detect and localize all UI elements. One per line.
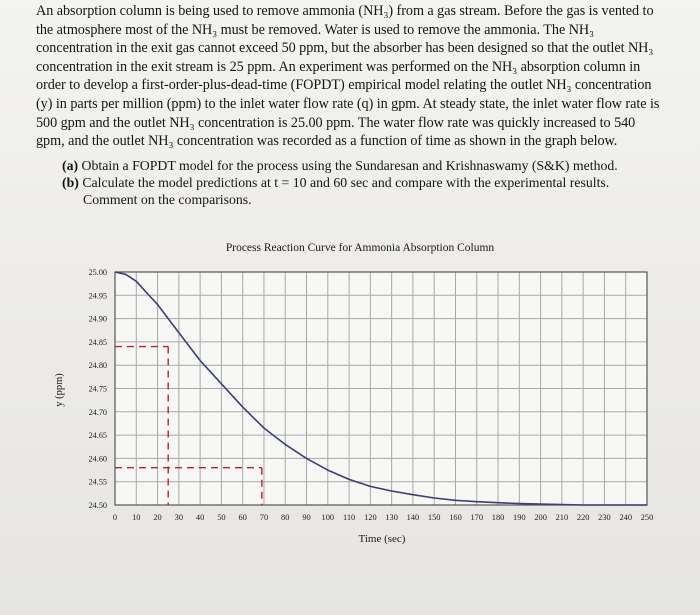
x-tick-label: 110 [342, 513, 356, 522]
y-tick-label: 24.60 [88, 454, 107, 464]
part-a-tag: (a) [62, 158, 79, 173]
part-b-tag: (b) [62, 175, 79, 190]
x-tick-label: 40 [195, 513, 205, 522]
x-tick-label: 150 [427, 513, 441, 522]
x-tick-label: 20 [153, 513, 162, 522]
x-tick-label: 190 [513, 513, 526, 522]
chart-title: Process Reaction Curve for Ammonia Absorption Column [225, 242, 495, 254]
part-b-text: Calculate the model predictions at t = 10 and 60 sec and compare with the experimental results. [82, 175, 610, 190]
x-tick-label: 180 [491, 513, 505, 522]
x-tick-label: 10 [132, 513, 141, 522]
x-tick-label: 60 [238, 513, 247, 522]
x-axis-label: Time (sec) [358, 533, 406, 545]
x-tick-label: 250 [640, 513, 654, 522]
y-tick-label: 24.85 [88, 337, 107, 347]
plot-area [89, 268, 654, 522]
y-tick-label: 24.90 [88, 314, 107, 324]
x-tick-label: 0 [112, 513, 118, 522]
x-tick-label: 90 [302, 513, 311, 522]
x-tick-label: 120 [364, 513, 377, 522]
y-tick-label: 24.80 [88, 361, 107, 371]
x-tick-label: 160 [449, 513, 462, 522]
problem-statement: An absorption column is being used to remove ammonia (NH₃) from a gas stream. Before the gas is vented to the atmosphere most of the NH₃ must be removed. Water is used to remove the ammonia. The NH₃ concentration in the exit gas cannot exceed 50 ppm, but the absorber has been designed so that the outlet NH₃ concentration in the exit stream is 25 ppm. An experiment was performed on the NH₃ absorption column in order to develop a first-order-plus-dead-time (FOPDT) empirical model relating the outlet NH₃ concentration (y) in parts per million (ppm) to the inlet water flow rate (q) in gpm. At steady state, the inlet water flow rate is 500 gpm and the outlet NH₃ concentration is 25.00 ppm. The water flow rate was quickly increased to 540 gpm, and the outlet NH₃ concentration was recorded as a function of time as shown in the graph below. [36, 3, 660, 150]
y-tick-label: 24.95 [88, 291, 107, 301]
x-tick-label: 50 [217, 513, 226, 522]
x-tick-label: 220 [576, 513, 590, 522]
y-tick-label: 25.00 [88, 268, 107, 277]
x-tick-label: 240 [619, 513, 633, 522]
x-tick-label: 130 [385, 513, 398, 522]
y-tick-label: 24.55 [88, 477, 107, 487]
x-tick-label: 230 [598, 513, 611, 522]
y-tick-label: 24.50 [88, 501, 107, 510]
y-tick-label: 24.75 [88, 384, 107, 394]
part-a-text: Obtain a FOPDT model for the process using the Sundaresan and Krishnaswamy (S&K) method. [81, 158, 618, 173]
x-tick-label: 100 [321, 513, 335, 522]
y-axis-label: y (ppm) [54, 373, 65, 407]
x-tick-label: 30 [174, 513, 184, 522]
x-tick-label: 170 [470, 513, 484, 522]
x-tick-label: 140 [406, 513, 420, 522]
y-tick-label: 24.70 [88, 407, 107, 417]
x-tick-label: 70 [259, 513, 269, 522]
part-b-continuation: Comment on the comparisons. [83, 192, 252, 207]
x-tick-label: 210 [555, 513, 569, 522]
y-tick-label: 24.65 [88, 431, 107, 441]
x-tick-label: 80 [281, 513, 290, 522]
x-tick-label: 200 [534, 513, 547, 522]
